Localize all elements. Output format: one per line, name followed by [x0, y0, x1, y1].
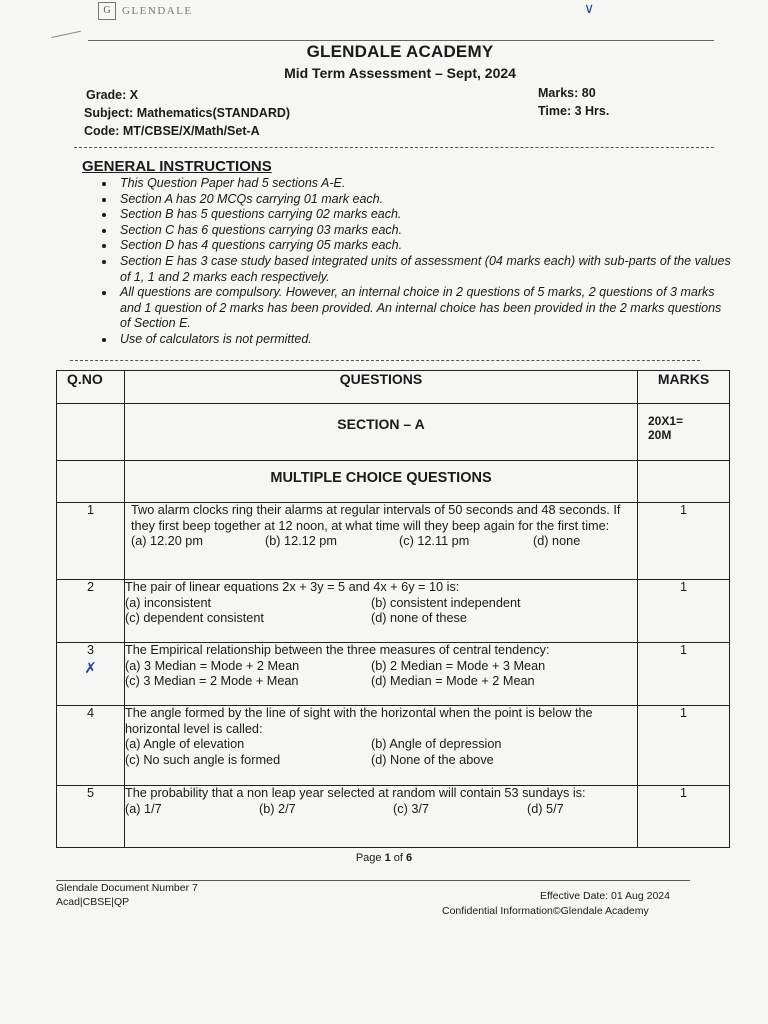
- option-c: (c) 3/7: [393, 801, 429, 816]
- mcq-heading: MULTIPLE CHOICE QUESTIONS: [125, 461, 638, 503]
- footer-rule: [56, 880, 690, 881]
- option-b: (b) 2 Median = Mode + 3 Mean: [371, 658, 546, 673]
- option-d: (d) none: [533, 534, 581, 548]
- time-label: Time: 3 Hrs.: [538, 104, 610, 118]
- grade-label: Grade: X: [86, 88, 139, 102]
- question-options: [125, 737, 637, 768]
- header-rule: [88, 40, 714, 41]
- question-row: [57, 503, 730, 580]
- question-number: 2: [57, 580, 125, 643]
- question-options: [125, 802, 637, 818]
- option-c: (c) No such angle is formed: [125, 752, 281, 767]
- option-d: (d) None of the above: [371, 752, 494, 767]
- pen-ink-mark: ∨: [584, 0, 595, 16]
- question-marks: 1: [638, 786, 730, 848]
- section-marks-formula: 20X1=: [648, 414, 684, 428]
- empty-cell: [57, 404, 125, 461]
- option-c: (c) 3 Median = 2 Mode + Mean: [125, 674, 299, 688]
- question-number: 5: [57, 786, 125, 848]
- effective-date: Effective Date: 01 Aug 2024: [540, 890, 670, 902]
- option-b: (b) 12.12 pm: [265, 534, 337, 548]
- option-a: (a) Angle of elevation: [125, 737, 245, 751]
- doc-number: Glendale Document Number 7: [56, 882, 198, 894]
- brand-logo: [98, 2, 193, 20]
- table-header-row: [57, 371, 730, 404]
- question-row: [57, 643, 730, 706]
- option-d: (d) 5/7: [527, 801, 564, 816]
- question-cell: [125, 503, 638, 580]
- question-number: 1: [57, 503, 125, 580]
- handwritten-cross-mark: ✗: [84, 660, 97, 677]
- subject-label: Subject: Mathematics(STANDARD): [84, 106, 291, 120]
- question-marks: 1: [638, 643, 730, 706]
- brand-name: GLENDALE: [122, 5, 193, 17]
- question-text: The pair of linear equations 2x + 3y = 5 and 4x + 6y = 10 is:: [125, 580, 460, 594]
- exam-title: Mid Term Assessment – Sept, 2024: [284, 65, 516, 81]
- question-number: 4: [57, 706, 125, 786]
- marks-label: Marks: 80: [538, 86, 596, 100]
- empty-cell: [638, 461, 730, 503]
- option-b: (b) consistent independent: [371, 595, 521, 610]
- page-total: 6: [406, 852, 413, 864]
- instruction-item: • Section B has 5 questions carrying 02 marks each.: [116, 207, 731, 223]
- logo-icon: G: [98, 2, 116, 20]
- option-d: (d) none of these: [371, 611, 467, 625]
- option-a: (a) 3 Median = Mode + 2 Mean: [125, 658, 300, 673]
- page-number: [0, 852, 768, 864]
- page-current: 1: [384, 852, 391, 864]
- instruction-item: • Use of calculators is not permitted.: [116, 332, 731, 348]
- instruction-item: • Section C has 6 questions carrying 03 marks each.: [116, 223, 731, 239]
- doc-code: Acad|CBSE|QP: [56, 896, 130, 908]
- question-cell: [125, 786, 638, 848]
- question-text: The angle formed by the line of sight with the horizontal when the point is below the horizontal level is called:: [125, 706, 593, 736]
- question-number: 3: [86, 643, 95, 657]
- confidential-notice: Confidential Information©Glendale Academy: [442, 905, 649, 917]
- question-marks: 1: [638, 706, 730, 786]
- empty-cell: [57, 461, 125, 503]
- page-prefix: Page: [355, 852, 385, 864]
- option-d: (d) Median = Mode + 2 Mean: [371, 674, 535, 688]
- option-a: (a) inconsistent: [125, 595, 212, 610]
- question-number-cell: [57, 643, 125, 706]
- option-c: (c) 12.11 pm: [399, 534, 470, 548]
- dashed-divider: [74, 147, 714, 148]
- question-cell: [125, 706, 638, 786]
- school-title: GLENDALE ACADEMY: [306, 42, 494, 61]
- question-text: The probability that a non leap year selected at random will contain 53 sundays is:: [125, 786, 586, 800]
- instruction-item: • All questions are compulsory. However, an internal choice in 2 questions of 5 marks, 2 questions of 3 marks and 1 question of 2 marks has been provided. An internal choice has been provided in the 2 marks questions of Section E.: [116, 285, 731, 332]
- question-text: The Empirical relationship between the three measures of central tendency:: [125, 643, 550, 657]
- section-marks: [638, 404, 730, 461]
- option-a: (a) 1/7: [125, 801, 162, 816]
- header-questions: QUESTIONS: [125, 371, 638, 404]
- question-cell: [125, 643, 638, 706]
- section-title: SECTION – A: [125, 404, 638, 461]
- question-row: [57, 706, 730, 786]
- question-options: [131, 534, 637, 550]
- instruction-item: • This Question Paper had 5 sections A-E.: [116, 176, 731, 192]
- option-b: (b) 2/7: [259, 801, 296, 816]
- instruction-item: • Section A has 20 MCQs carrying 01 mark each.: [116, 192, 731, 208]
- instruction-item: • Section D has 4 questions carrying 05 marks each.: [116, 238, 731, 254]
- question-row: [57, 580, 730, 643]
- question-text: Two alarm clocks ring their alarms at regular intervals of 50 seconds and 48 seconds. If they first beep together at 12 noon, at what time will they beep again for the first time:: [131, 503, 621, 533]
- question-cell: [125, 580, 638, 643]
- instruction-item: • Section E has 3 case study based integrated units of assessment (04 marks each) with sub-parts of the values of 1, 1 and 2 marks each respectively.: [116, 254, 731, 285]
- dashed-divider: [70, 360, 700, 361]
- option-b: (b) Angle of depression: [371, 737, 502, 751]
- question-row: [57, 786, 730, 848]
- question-options: [125, 596, 637, 627]
- header-qno: Q.NO: [57, 371, 125, 404]
- question-options: [125, 659, 637, 690]
- questions-table: [56, 370, 730, 848]
- option-a: (a) 12.20 pm: [131, 534, 203, 548]
- instructions-heading: GENERAL INSTRUCTIONS: [82, 158, 272, 175]
- page-of: of: [390, 852, 407, 864]
- question-marks: 1: [638, 503, 730, 580]
- question-marks: 1: [638, 580, 730, 643]
- instructions-list: [98, 176, 731, 348]
- header-marks: MARKS: [638, 371, 730, 404]
- mcq-heading-row: [57, 461, 730, 503]
- section-row: [57, 404, 730, 461]
- pen-stroke-mark: [49, 21, 81, 38]
- code-label: Code: MT/CBSE/X/Math/Set-A: [84, 124, 260, 138]
- section-marks-total: 20M: [648, 428, 672, 442]
- option-c: (c) dependent consistent: [125, 611, 264, 625]
